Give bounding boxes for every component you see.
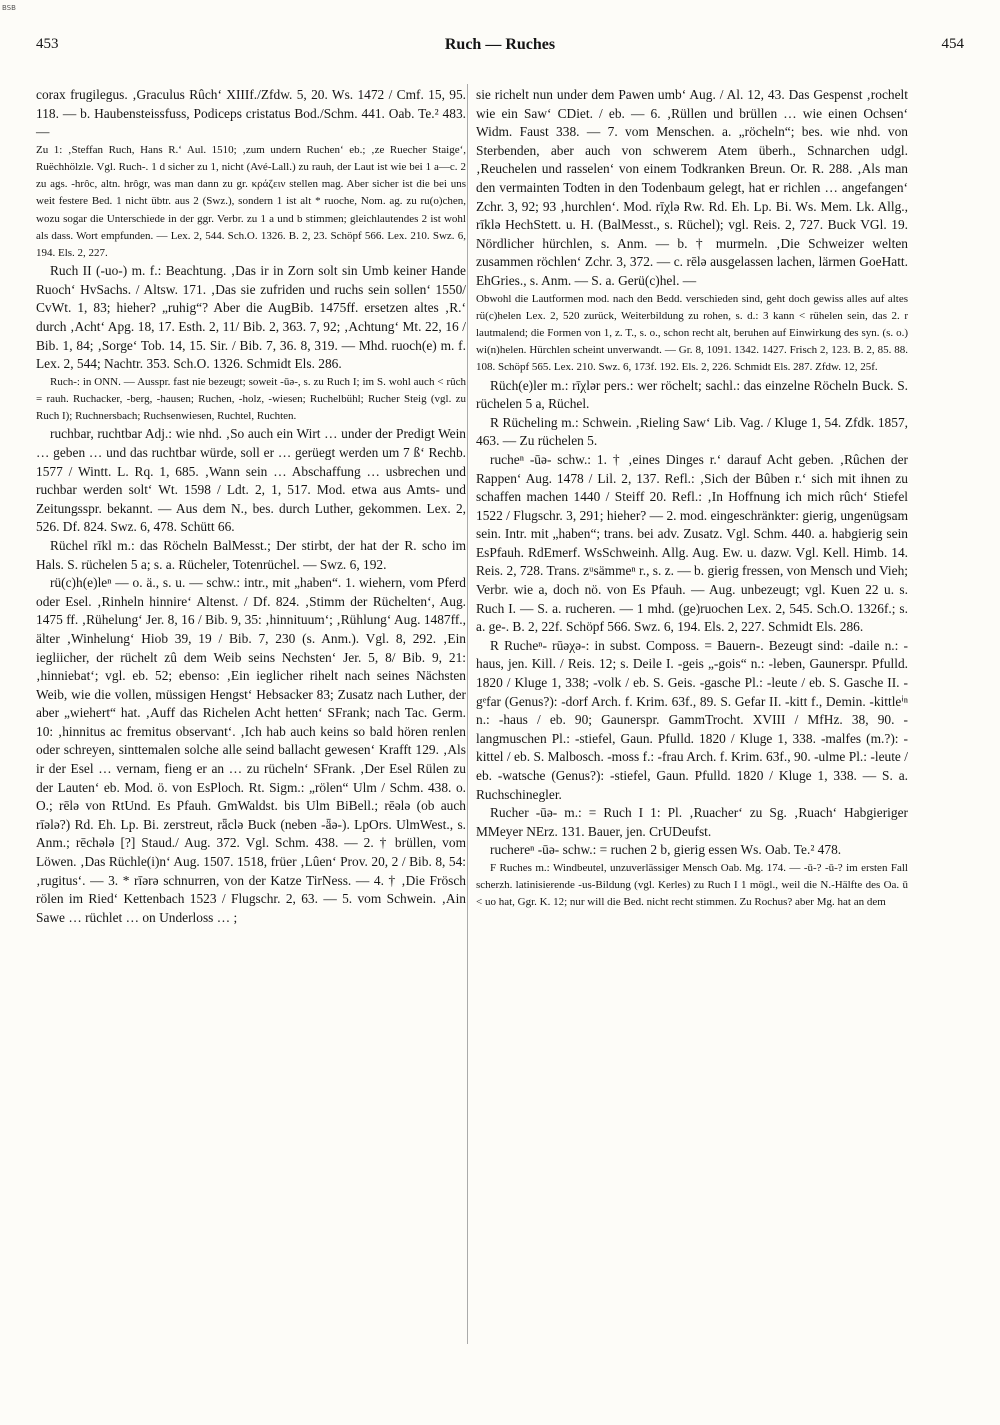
entry-paragraph: ruchbar, ruchtbar Adj.: wie nhd. ‚So auch ein Wirt … under der Predigt Wein … geben … und das ruchtbar würde, soll er … gerüegt werden um 7 ß‘ Rechb. 1577 / Wintt. L. Rq. 1, 685. ‚Wann sein … Abschaffung … usbrechen und ruchbar werden solt‘ Wt. 1598 / Ldt. 2, 1, 517. Mod. etwa aus Amts- und Zeitungsspr. bekannt. — Aus dem N., bes. durch Luther, gekommen. Lex. 2, 526. Df. 824. Swz. 6, 478. Schütt 66.: [36, 426, 466, 535]
note-paragraph: Obwohl die Lautformen mod. nach den Bedd. verschieden sind, geht doch gewiss alles auf altes rü(c)helen Lex. 2, 520 zurück, Weiterbildung zu rohen, s. d.: 3 kann < rühelen sein, das 2. r lautmalend; die Formen von 1, z. T., s. o., schon recht alt, beruhen auf Einwirkung des syn. (s. o.) wi(n)helen. Hürchlen scheint unverwandt. — Gr. 8, 1091. 1342. 1427. Frisch 2, 123. B. 2, 85. 88. 108. Schöpf 565. Lex. 210. Swz. 6, 173f. 192. Els. 2, 226. Schmidt Els. 287. Zfdw. 12, 25f.: [476, 292, 908, 374]
entry-paragraph: Ruch II (-uo-) m. f.: Beachtung. ‚Das ir in Zorn solt sin Umb keiner Hande Ruoch‘ HvSachs. / Altsw. 171. ‚Das sie zufriden und ruchs sein sollen‘ 1550/ CvWt. 1, 83; hieher? „ruhig“? Aber die AugBib. 1475ff. ersetzen altes ‚R.‘ durch ‚Acht‘ Apg. 18, 17. Esth. 2, 11/ Bib. 2, 363. 7, 92; ‚Achtung‘ Mt. 22, 16 / Bib. 1, 84; ‚Sorge‘ Tob. 14, 15. Sir. / Bib. 7, 36. 8, 319. — Mhd. ruoch(e) m. f. Lex. 2, 544; Nachtr. 353. Sch.O. 1326. Schmidt Els. 286.: [36, 263, 466, 372]
running-title: Ruch — Ruches: [444, 36, 556, 53]
entry-paragraph: Rüch(e)ler m.: rīχlər pers.: wer röchelt; sachl.: das einzelne Röcheln Buck. S. rüchelen 5 a, Rüchel.: [476, 377, 908, 412]
entry-paragraph: ruchereⁿ -ūə- schw.: = ruchen 2 b, gierig essen Ws. Oab. Te.² 478.: [490, 842, 842, 858]
right-column: [476, 86, 908, 912]
entry-paragraph: corax frugilegus. ‚Graculus Rûch‘ XIIIf./Zfdw. 5, 20. Ws. 1472 / Cmf. 15, 95. 118. — b. Haubensteissfuss, Podiceps cristatus Bod./Schm. 441. Oab. Te.² 483. —: [36, 87, 466, 140]
note-paragraph: Ruch-: in ONN. — Ausspr. fast nie bezeugt; soweit -ūə-, s. zu Ruch I; im S. wohl auch < rûch = rauh. Ruchacker, -berg, -hausen; Ruchen, -holz, -wiesen; Ruchelbühl; Rucher Steig (vgl. zu Ruch I); Ruchnersbach; Ruchsenwiesen, Ruchtel, Ruchten.: [36, 375, 466, 423]
column-divider: [467, 84, 468, 1344]
page-number-left: 453: [36, 36, 59, 52]
entry-paragraph: Rüchel rīkl m.: das Röcheln BalMesst.; Der stirbt, der hat der R. scho im Hals. S. rüchelen 5 a; s. a. Rücheler, Totenrüchel. — Swz. 6, 192.: [36, 537, 466, 572]
page-header: [36, 36, 964, 58]
entry-paragraph: rucheⁿ -ūə- schw.: 1. † ‚eines Dinges r.‘ darauf Acht geben. ‚Rûchen der Rappen‘ Aug. 1478 / Lil. 2, 137. Refl.: ‚Sich der Bûben r.‘ sich mit ihnen zu schaffen machen 1440 / Steiff 20. Refl.: ‚In Hoffnung ich mich rûch‘ Stiefel 1522 / Flugschr. 3, 291; hieher? — 2. mod. eingeschränkter: gierig, ungenügsam sein. Intr. mit „haben“; trans. bei adv. Zusatz. Vgl. Schm. 440. a. habgierig sein EsPfauh. RdEmerf. WsSchweinh. Allg. Aug. Ew. u. dazw. Vgl. Kell. Himb. 14. Reis. 2, 728. Trans. zᵘsämmeⁿ r., s. z. — b. gierig fressen, von Mensch und Vieh; Verbr. wie a, doch nö. von Es Pfauh. — Aug. unbezeugt; vgl. Kuen 22 u. s. Ruch I. — S. a. rucheren. — 1 mhd. (ge)ruochen Lex. 2, 545. Sch.O. 1326f.; s. a. ge-. B. 2, 22f. Schöpf 566. Swz. 6, 194. Els. 2, 227. Schmidt Els. 286.: [476, 451, 908, 635]
note-paragraph: F Ruches m.: Windbeutel, unzuverlässiger Mensch Oab. Mg. 174. — -ū-? -ū-? im ersten Fall scherzh. latinisierende -us-Bildung (vgl. Kerles) zu Ruch I 1 mögl., weil die N.-Hälfte des Oa. ū < uo hat, Ggr. K. 12; nur will die Bed. nicht recht stimmen. Zu Rochus? aber Mg. hat an dem: [476, 861, 908, 909]
left-column: [36, 86, 466, 927]
entry-paragraph: rü(c)h(e)leⁿ — o. ä., s. u. — schw.: intr., mit „haben“. 1. wiehern, vom Pferd oder Esel. ‚Rinheln hinnire‘ Altenst. / Df. 824. ‚Stimm der Rüchelten‘, Aug. 1475 ff. ‚Rühelung‘ Jer. 8, 16 / Bib. 9, 35: ‚hinnituum‘; ‚Rühlung‘ Aug. 1487ff., älter ‚Winhelung‘ Hiob 39, 19 / Bib. 7, 230 (s. Anm.). Vgl. 8, 292. ‚Ein iegliicher, der rüchelt zû dem Weib seins Nechsten‘ Jer. 5, 8/ Bib. 9, 21: ‚hinniebat‘; vgl. eb. 52; ebenso: ‚Ein ieglicher rihelt nach seines Nächsten Weib, wie die vollen, müssigen Hengst‘ Hebsacker 83; Zusatz nach Luther, der aber „wiehert“ hat. ‚Auff das Richelen Acht hetten‘ SFrank; nach Tac. Germ. 10: ‚hinnitus ac fremitus observant‘. ‚Ich hab auch keins so bald hören renlen oder schreyen, sinttemalen solche alle seind ballacht gewesen‘ Krafft 129. ‚Als ir der Esel … vernam, fieng er an … zu rücheln‘ SFrank. ‚Der Esel Rülen zu der Lauten‘ eb. Mod. ö. von EsPloch. Rt. Sigm.: „rölen“ Ulm / Schm. 438. o. O.; rēlə von RtUnd. Es Pfauh. GmWaldst. bis Ulm BiBell.; rēələ (ob auch rīələ?) Rd. Eh. Lp. Bi. zerstreut, rǟclə Buck (neben -ǟə-). LpOrs. UlmWest., s. Anm.; rēchələ [?] Staud./ Aug. 372. Vgl. Schm. 438. — 2. † brüllen, vom Löwen. ‚Das Rüchle(i)n‘ Aug. 1507. 1518, früer ‚Lûen‘ Prov. 20, 2 / Bib. 8, 54: ‚rugitus‘. — 3. * rīərə schnurren, von der Katze TirNess. — 4. † ‚Die Frösch rölen im Ried‘ Kettenbach 1523 / Flugschr. 2, 63. — 5. vom Schwein. ‚Ain Sawe … rüchlet … on Underloss … ;: [36, 575, 466, 925]
note-paragraph: Zu 1: ‚Steffan Ruch, Hans R.‘ Aul. 1510; ‚zum undern Ruchen‘ eb.; ‚ze Ruecher Staige‘, Ruëchhölzle. Vgl. Ruch-. 1 d sicher zu 1, nicht (Avé-Lall.) zu rauh, der Laut ist wie bei 1 a—c. 2 zu ags. -hrôc, altn. hrôgr, was man dann zu gr. κράζειν stellen mag. Aber sicher ist die bei uns weit festere Bed. 1 nicht übtr. aus 2 (Swz.), sondern 1 ist alt * ruoche, Nom. ag. zu ru(o)chen, wozu sogar die Unterschiede in der ggr. Verbr. zu 1 a und b stimmen; gleichlautendes 2 ist wohl als dass. Wort empfunden. — Lex. 2, 544. Sch.O. 1326. B. 2, 23. Schöpf 566. Lex. 210. Swz. 6, 194. Els. 2, 227.: [36, 143, 466, 259]
library-stamp: BSB: [2, 4, 16, 12]
page-number-right: 454: [941, 36, 964, 52]
entry-paragraph: sie richelt nun under dem Pawen umb‘ Aug. / Al. 12, 43. Das Gespenst ‚rochelt wie ein Saw‘ CDiet. / eb. — 6. ‚Rüllen und brüllen … wie einen Ochsen‘ Widm. Faust 338. — 7. vom Menschen. a. „röcheln“; bes. wie nhd. von Sterbenden, aber auch von schwerem Atem überh., Schnarchen udgl. ‚Reuchelen und rasselen‘ von einem Todkranken Breun. Or. R. 288. ‚Als man den vermainten Todten in den Todenbaum gelegt, hat er richlen … angefangen‘ Zchr. 3, 92; 93 ‚hurchlen‘. Mod. rīχlə Rw. Rd. Eh. Lp. Bi. Ws. Mem. Lk. Allg., rīklə HechStett. u. H. (BalMesst., s. Rüchel); vgl. Reis. 2, 727. Buck VGl. 19. Nördlicher hürchlen, s. Anm. — b. † murmeln. ‚Die Schweizer welten zusammen röchlen‘ Zchr. 3, 372. — c. rēlə ausgelassen lachen, lärmen GoeHatt. EhGries., s. Anm. — S. a. Gerü(c)hel. —: [476, 87, 908, 288]
entry-paragraph: R Rücheling m.: Schwein. ‚Rieling Saw‘ Lib. Vag. / Kluge 1, 54. Zfdk. 1857, 463. — Zu rüchelen 5.: [476, 414, 908, 449]
entry-paragraph: R Rucheⁿ- rūəχə-: in subst. Composs. = Bauern-. Bezeugt sind: -daile n.: -haus, jen. Kill. / Reis. 12; s. Deile I. -geis „-gois“ n.: -leben, Gaunerspr. Pfulld. 1820 / Kluge 1, 338; -volk / eb. S. Geis. -gasche Pl.: -leute / eb. S. Gasche II. -gᵉfar (Genus?): -dorf Arch. f. Krim. 63f., 89. S. Gefar II. -kitt f., Demin. -kittleⁱⁿ n.: -haus / eb. 90; Gaunerspr. GammTrocht. XVIII / MfHz. 38, 90. -langmuschen Pl.: -stiefel, Gaun. Pfulld. 1820 / Kluge 1, 338. -malfes (m.?): -kittel / eb. S. Malbosch. -moss f.: -frau Arch. f. Krim. 63f., 90. -ulme Pl.: -leute / eb. -watsche (Genus?): -stiefel, Gaun. Pfulld. 1820 / Kluge 1, 338. — S. a. Ruchschinegler.: [476, 637, 908, 802]
entry-paragraph: Rucher -ūə- m.: = Ruch I 1: Pl. ‚Ruacher‘ zu Sg. ‚Ruach‘ Habgieriger MMeyer NErz. 131. Bauer, jen. CrUDeufst.: [476, 805, 908, 839]
